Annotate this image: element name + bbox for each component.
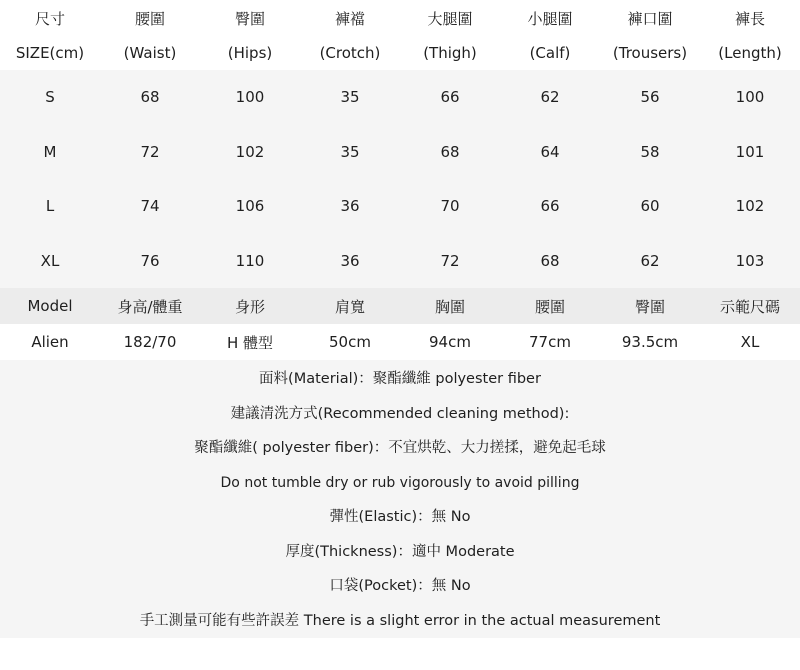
table-cell: 68 — [440, 142, 460, 161]
header-cell: 示範尺碼 — [719, 297, 780, 316]
table-cell: 36 — [340, 251, 360, 270]
table-cell: Alien — [31, 333, 69, 351]
header-cell: (Calf) — [529, 44, 571, 62]
header-cell: 肩寬 — [334, 297, 365, 316]
header-cell: (Crotch) — [319, 44, 381, 62]
thickness-note: 厚度(Thickness)：適中 Moderate — [285, 543, 515, 560]
table-cell: XL — [740, 333, 760, 351]
table-cell: M — [43, 142, 57, 161]
header-cell: 身形 — [234, 297, 265, 316]
table-row — [0, 234, 800, 289]
table-cell: 62 — [540, 88, 560, 107]
header-cell: 小腿圍 — [527, 9, 573, 28]
table-cell: 72 — [140, 142, 160, 161]
table-cell: 68 — [140, 88, 160, 107]
table-cell: 66 — [440, 88, 460, 107]
header-cell: (Hips) — [227, 44, 273, 62]
table-cell: 77cm — [529, 333, 571, 351]
table-cell: 100 — [735, 88, 765, 107]
table-cell: S — [45, 88, 55, 107]
header-cell: 褲襠 — [334, 9, 365, 28]
table-cell: 60 — [640, 197, 660, 216]
header-cell: 尺寸 — [34, 9, 65, 28]
table-cell: 50cm — [329, 333, 371, 351]
table-cell: 102 — [235, 142, 265, 161]
header-cell: 臀圍 — [234, 9, 265, 28]
product-notes — [0, 360, 800, 638]
model-table-header — [0, 288, 800, 324]
table-cell: 62 — [640, 251, 660, 270]
material-note: 面料(Material)：聚酯纖維 polyester fiber — [259, 371, 541, 387]
table-cell: 182/70 — [123, 333, 177, 351]
size-table-header-zh — [0, 0, 800, 36]
table-cell: 56 — [640, 88, 660, 107]
header-cell: 褲長 — [734, 9, 765, 28]
cleaning-note-en: Do not tumble dry or rub vigorously to avoid pilling — [220, 474, 580, 491]
table-cell: 106 — [235, 197, 265, 216]
table-cell: 93.5cm — [621, 333, 679, 351]
model-table-row — [0, 324, 800, 360]
table-row — [0, 179, 800, 234]
size-table-header-en — [0, 36, 800, 70]
table-cell: 94cm — [429, 333, 471, 351]
table-cell: 58 — [640, 142, 660, 161]
table-cell: 101 — [735, 142, 765, 161]
header-cell: 身高/體重 — [117, 297, 183, 316]
header-cell: (Thigh) — [423, 44, 477, 62]
header-cell: 腰圍 — [534, 297, 565, 316]
table-cell: 100 — [235, 88, 265, 107]
table-row — [0, 125, 800, 180]
table-cell: 36 — [340, 197, 360, 216]
table-cell: H 體型 — [226, 333, 274, 352]
elastic-note: 彈性(Elastic)：無 No — [329, 509, 471, 525]
table-cell: 110 — [235, 251, 265, 270]
header-cell: 腰圍 — [134, 9, 165, 28]
header-cell: 臀圍 — [634, 297, 665, 316]
table-cell: 64 — [540, 142, 560, 161]
table-cell: 74 — [140, 197, 160, 216]
table-cell: 103 — [735, 251, 765, 270]
table-cell: 70 — [440, 197, 460, 216]
table-row — [0, 70, 800, 125]
table-cell: XL — [40, 251, 60, 270]
table-cell: 76 — [140, 251, 160, 270]
table-cell: 35 — [340, 88, 360, 107]
header-cell: (Waist) — [123, 44, 177, 62]
header-cell: 大腿圍 — [427, 9, 473, 28]
header-cell: (Trousers) — [612, 44, 688, 62]
header-cell: Model — [27, 297, 73, 315]
table-cell: 35 — [340, 142, 360, 161]
cleaning-note-zh: 聚酯纖維( polyester fiber)：不宜烘乾、大力搓揉，避免起毛球 — [194, 440, 606, 456]
header-cell: (Length) — [718, 44, 782, 62]
table-cell: 66 — [540, 197, 560, 216]
table-cell: 72 — [440, 251, 460, 270]
header-cell: SIZE(cm) — [15, 44, 85, 62]
header-cell: 胸圍 — [434, 297, 465, 316]
measurement-error-note: 手工測量可能有些許誤差 There is a slight error in the actual measurement — [139, 612, 661, 629]
cleaning-method-heading: 建議清洗方式(Recommended cleaning method): — [230, 405, 570, 422]
header-cell: 褲口圍 — [627, 9, 673, 28]
pocket-note: 口袋(Pocket)：無 No — [329, 578, 471, 594]
size-table-body — [0, 70, 800, 288]
table-cell: L — [45, 197, 55, 216]
table-cell: 102 — [735, 197, 765, 216]
table-cell: 68 — [540, 251, 560, 270]
